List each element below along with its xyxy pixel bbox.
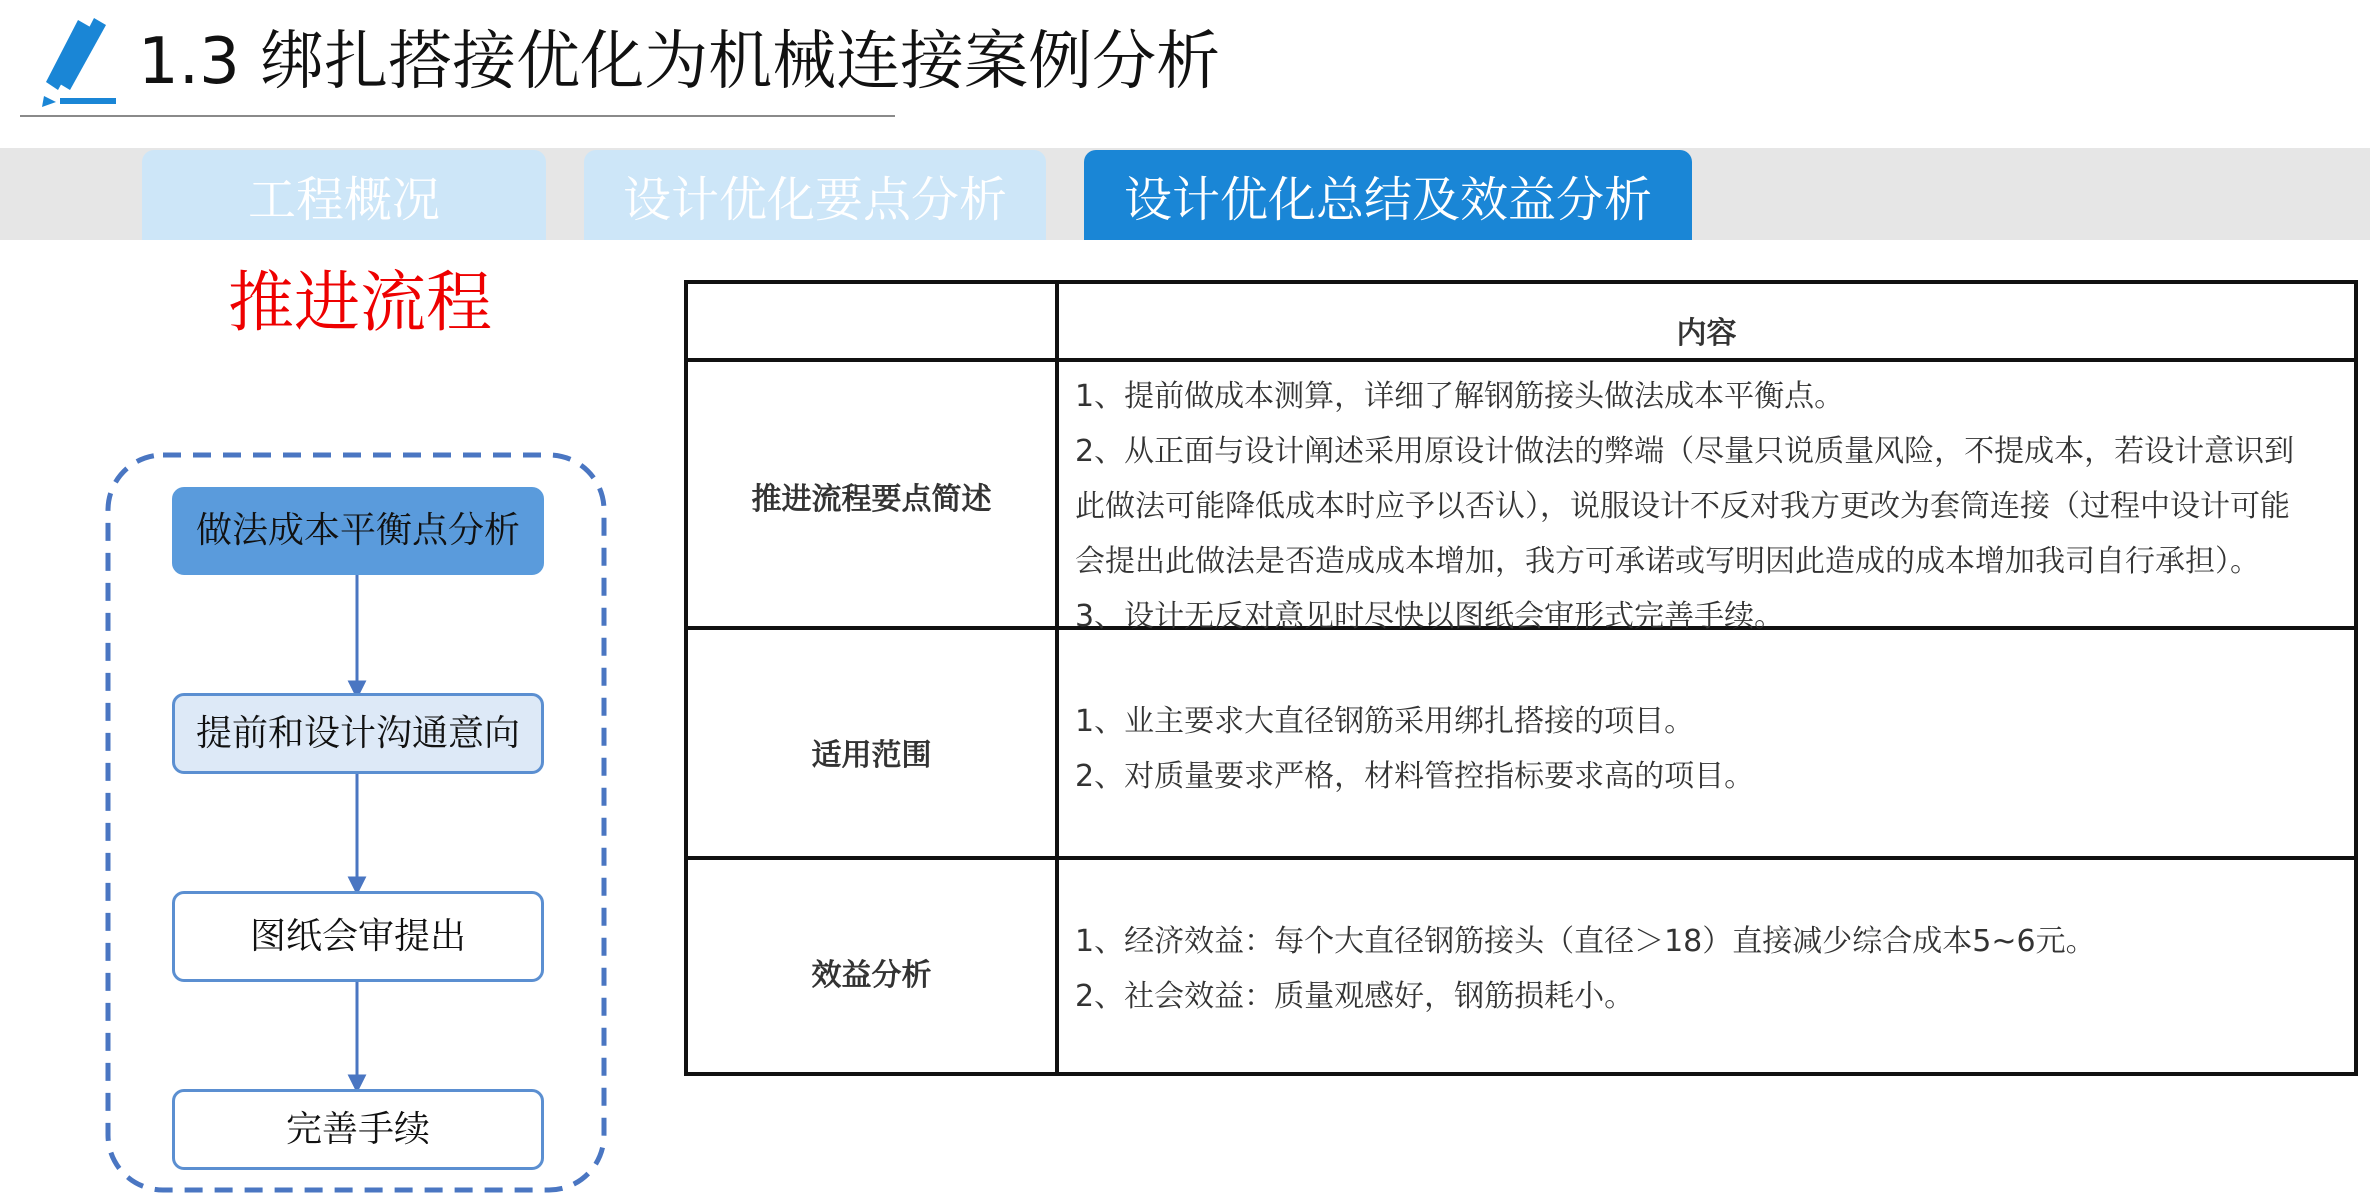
row-content-scope [1075,694,2334,804]
flow-step-cost-balance: 做法成本平衡点分析 [172,487,544,575]
table-column-divider [1055,284,1059,1072]
content-line: 2、从正面与设计阐述采用原设计做法的弊端（尽量只说质量风险，不提成本，若设计意识到 [1075,434,2295,469]
table-row-divider [688,358,2354,362]
content-line: 2、对质量要求严格，材料管控指标要求高的项目。 [1075,759,1755,794]
row-content-benefit [1075,914,2334,1024]
row-label-benefit: 效益分析 [811,958,932,993]
tab-design-optimization-points[interactable]: 设计优化要点分析 [584,150,1046,240]
content-line: 会提出此做法是否造成成本增加，我方可承诺或写明因此造成的成本增加我司自行承担）。 [1075,544,2260,579]
content-line: 2、社会效益：质量观感好，钢筋损耗小。 [1075,979,1635,1014]
flow-step-complete-procedures: 完善手续 [172,1089,544,1170]
row-label-process-summary: 推进流程要点简述 [751,482,992,517]
flow-step-design-communication: 提前和设计沟通意向 [172,693,544,774]
content-line: 此做法可能降低成本时应予以否认），说服设计不反对我方更改为套筒连接（过程中设计可能 [1075,489,2290,524]
table-row-divider [688,856,2354,860]
flow-step-drawing-review: 图纸会审提出 [172,891,544,982]
content-line: 1、业主要求大直径钢筋采用绑扎搭接的项目。 [1075,704,1695,739]
content-line: 3、设计无反对意见时尽快以图纸会审形式完善手续。 [1075,599,1785,634]
content-line: 1、经济效益：每个大直径钢筋接头（直径＞18）直接减少综合成本5~6元。 [1075,924,2096,959]
page-title: 1.3 绑扎搭接优化为机械连接案例分析 [138,25,1221,99]
tab-summary-and-benefit[interactable]: 设计优化总结及效益分析 [1084,150,1692,240]
flow-frame [0,0,700,1195]
summary-table [684,280,2358,1076]
table-header-content: 内容 [1676,316,1737,351]
row-label-scope: 适用范围 [811,738,932,773]
row-content-process-summary [1075,369,2334,644]
flow-title: 推进流程 [228,264,492,341]
tab-project-overview[interactable]: 工程概况 [142,150,546,240]
content-line: 1、提前做成本测算，详细了解钢筋接头做法成本平衡点。 [1075,379,1845,414]
